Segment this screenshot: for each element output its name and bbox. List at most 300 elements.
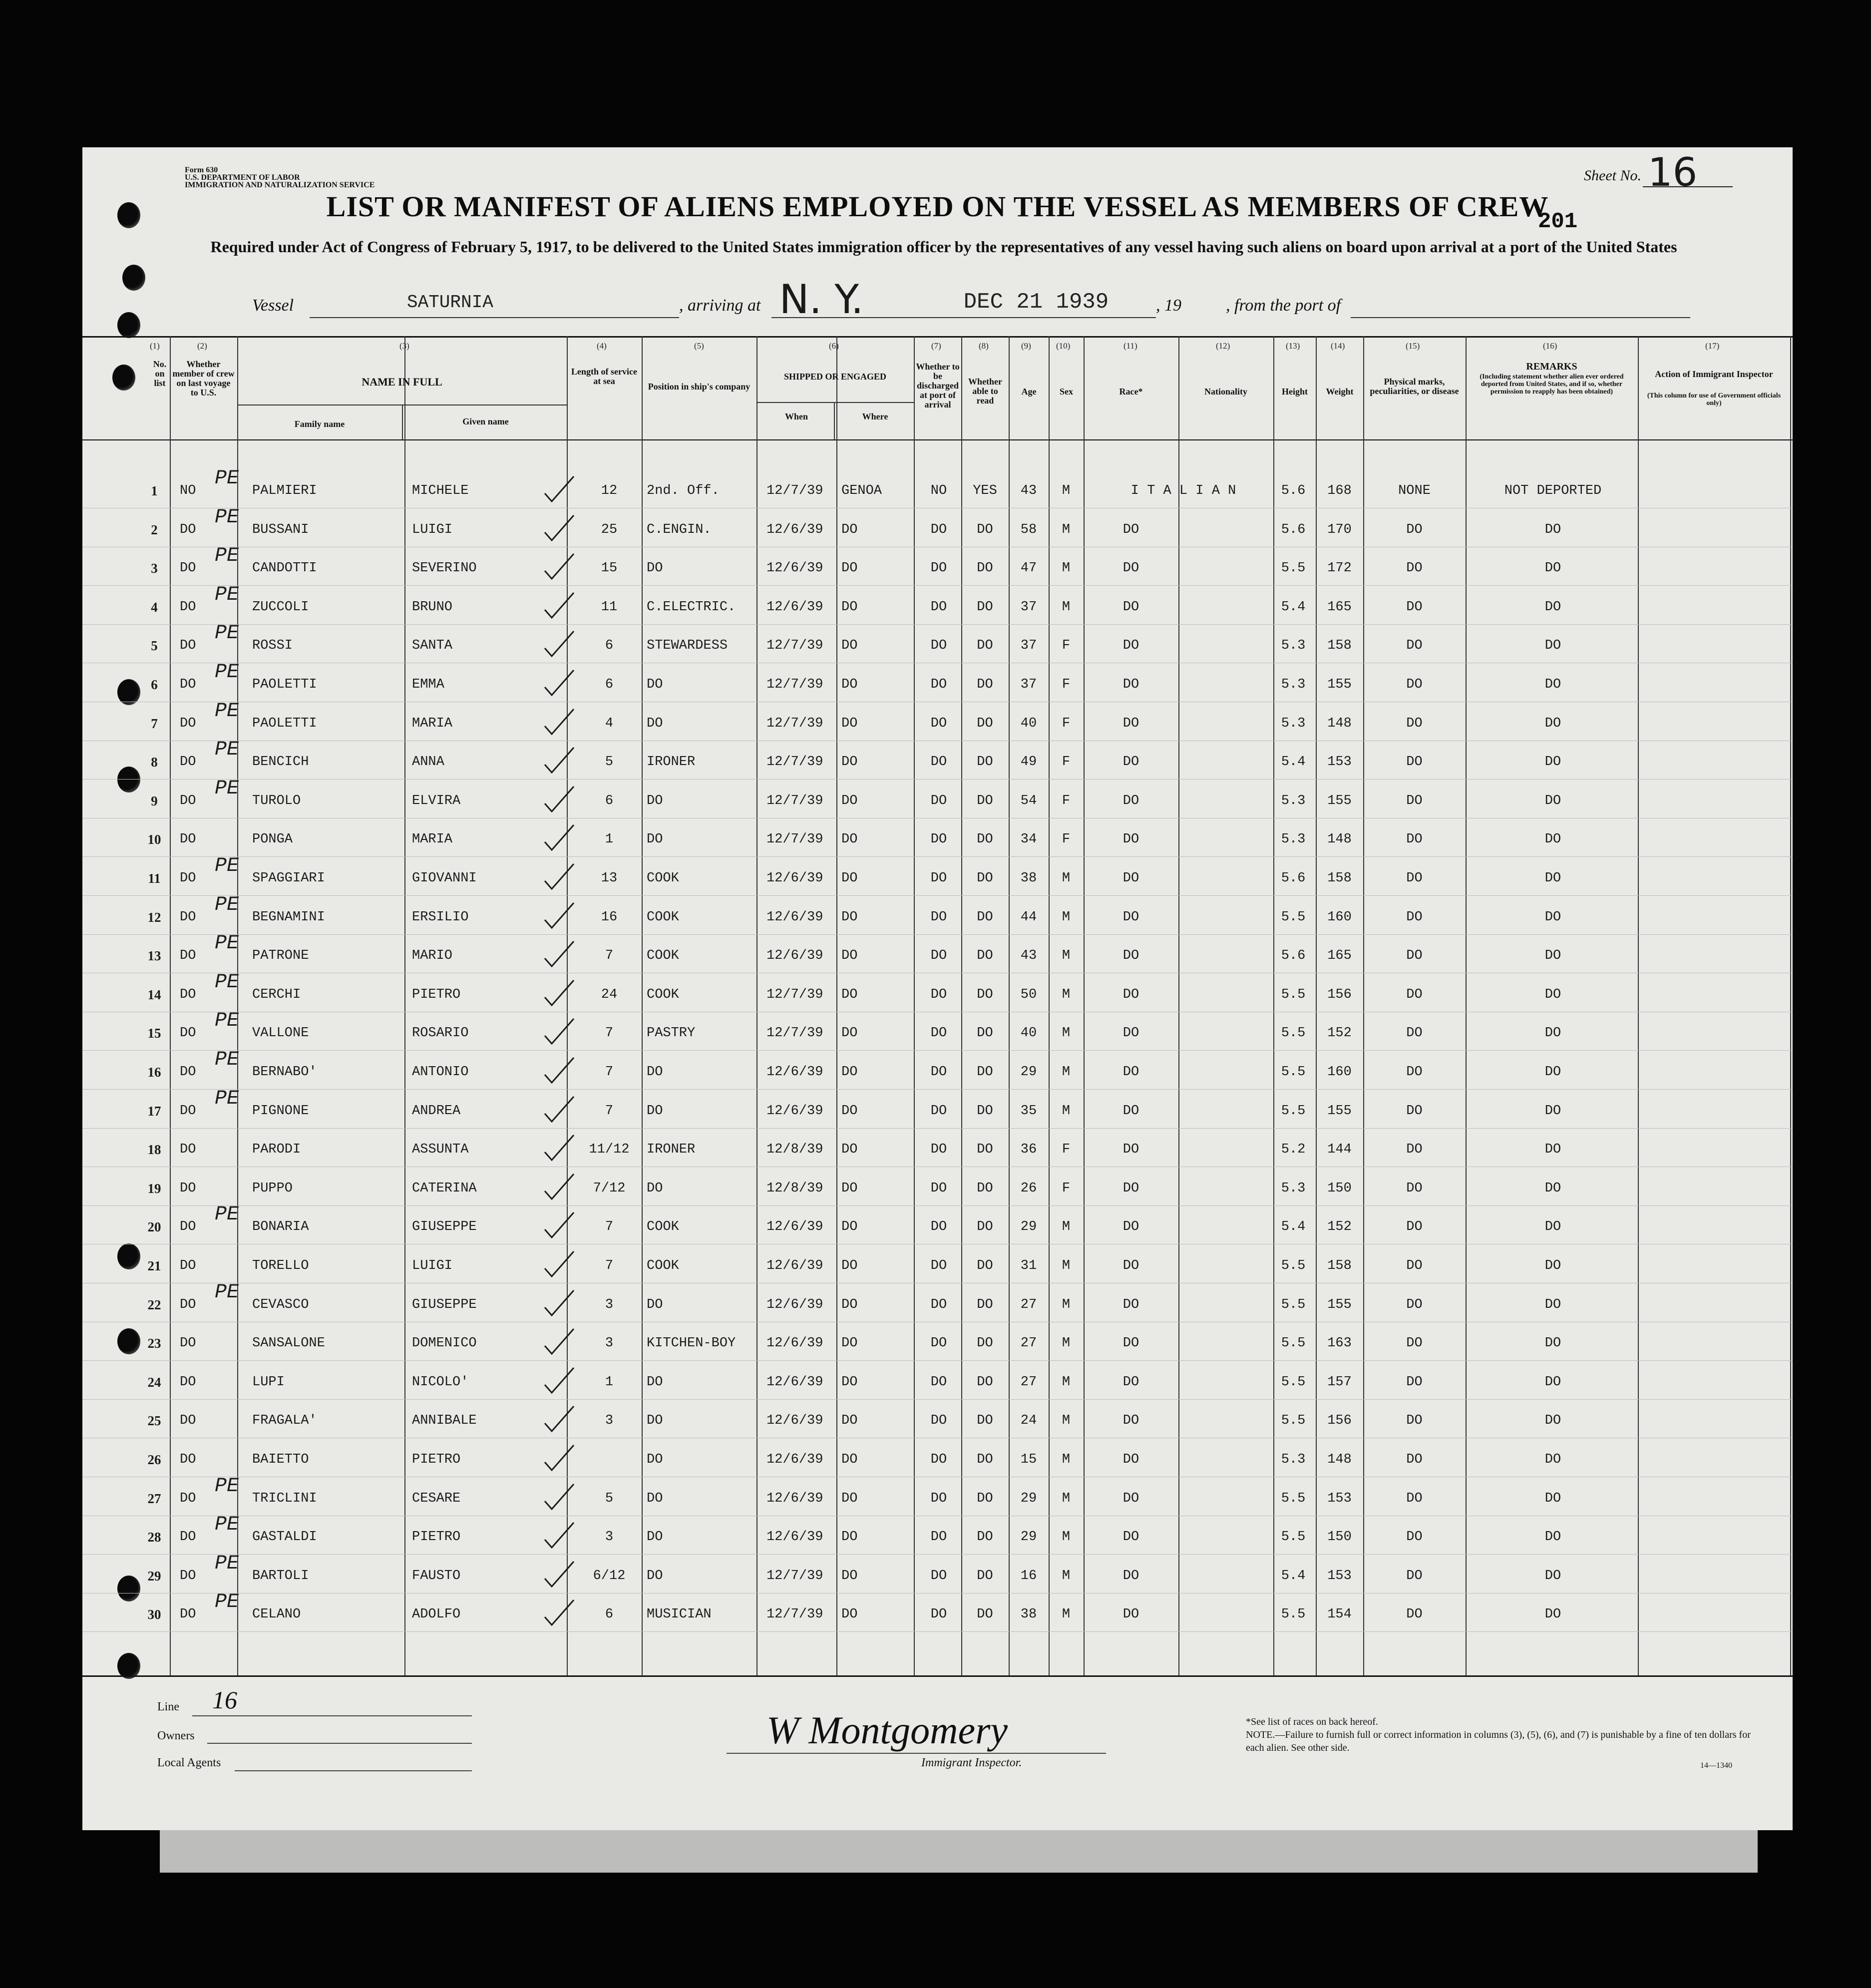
cell-physical-marks: DO xyxy=(1406,1026,1423,1041)
cell-shipped-when: 12/6/39 xyxy=(766,871,823,886)
cell-age: 40 xyxy=(1020,716,1037,731)
cell-family-name: ZUCCOLI xyxy=(252,599,309,615)
cell-remarks: DO xyxy=(1544,1142,1561,1158)
cell-given-name: GIUSEPPE xyxy=(412,1219,477,1235)
checkmark-icon xyxy=(542,1133,577,1163)
cell-family-name: PIGNONE xyxy=(252,1103,309,1119)
cell-line-number: 9 xyxy=(151,793,158,808)
cell-age: 54 xyxy=(1020,793,1037,808)
cell-check-mark: PE xyxy=(215,1087,239,1110)
cell-shipped-where: DO xyxy=(841,1181,858,1196)
cell-height: 5.5 xyxy=(1281,1607,1306,1622)
cell-weight: 160 xyxy=(1327,909,1352,925)
cell-check-mark: PE xyxy=(215,739,239,762)
cell-last-voyage: DO xyxy=(180,871,196,886)
cell-height: 5.4 xyxy=(1281,599,1306,615)
cell-remarks: DO xyxy=(1544,1065,1561,1080)
cell-age: 49 xyxy=(1020,755,1037,770)
cell-shipped-where: DO xyxy=(841,832,858,847)
cell-able-to-read: DO xyxy=(977,1374,993,1390)
cell-sex: F xyxy=(1062,677,1071,692)
cell-line-number: 8 xyxy=(151,755,158,770)
cell-remarks: DO xyxy=(1544,948,1561,964)
col-num: (6) xyxy=(829,341,839,351)
cell-line-number: 20 xyxy=(147,1219,161,1235)
cell-remarks: DO xyxy=(1544,755,1561,770)
checkmark-icon xyxy=(542,823,577,853)
cell-discharged: DO xyxy=(930,909,947,925)
cell-height: 5.6 xyxy=(1281,871,1306,886)
cell-physical-marks: DO xyxy=(1406,599,1423,615)
cell-shipped-where: DO xyxy=(841,987,858,1002)
cell-discharged: DO xyxy=(930,1607,947,1622)
checkmark-icon xyxy=(542,513,577,543)
cell-shipped-where: DO xyxy=(841,1530,858,1545)
cell-able-to-read: DO xyxy=(977,1413,993,1429)
cell-check-mark: PE xyxy=(215,1475,239,1498)
cell-last-voyage: DO xyxy=(180,716,196,731)
cell-discharged: DO xyxy=(930,755,947,770)
cell-service-length: 24 xyxy=(601,987,618,1002)
cell-shipped-when: 12/6/39 xyxy=(766,1297,823,1312)
cell-height: 5.5 xyxy=(1281,1297,1306,1312)
cell-last-voyage: DO xyxy=(180,1413,196,1429)
cell-family-name: SPAGGIARI xyxy=(252,871,325,886)
cell-race: DO xyxy=(1123,1181,1139,1196)
cell-given-name: PIETRO xyxy=(412,987,461,1002)
cell-family-name: CANDOTTI xyxy=(252,561,317,576)
cell-given-name: ROSARIO xyxy=(412,1026,469,1041)
line-underline xyxy=(192,1715,472,1716)
cell-service-length: 3 xyxy=(605,1336,614,1351)
col-header-remarks-note: (Including statement whether alien ever ordered deported from United States, and if so, whether permission to reapply has been obtained) xyxy=(1480,373,1624,396)
cell-remarks: DO xyxy=(1544,832,1561,847)
col-num: (8) xyxy=(979,341,989,351)
cell-age: 37 xyxy=(1020,677,1037,692)
table-row xyxy=(82,934,1793,973)
checkmark-icon xyxy=(542,1327,577,1357)
cell-weight: 150 xyxy=(1327,1181,1352,1196)
cell-weight: 156 xyxy=(1327,1413,1352,1429)
cell-physical-marks: DO xyxy=(1406,1374,1423,1390)
table-row xyxy=(82,547,1793,586)
cell-remarks: DO xyxy=(1544,1219,1561,1235)
table-row xyxy=(82,1205,1793,1244)
cell-height: 5.5 xyxy=(1281,1374,1306,1390)
cell-race: DO xyxy=(1123,1065,1139,1080)
cell-weight: 160 xyxy=(1327,1065,1352,1080)
col-header-inspector-action: Action of Immigrant Inspector xyxy=(1655,369,1773,379)
cell-able-to-read: DO xyxy=(977,1181,993,1196)
cell-given-name: ELVIRA xyxy=(412,793,461,808)
shipped-subheader-rule xyxy=(756,402,914,403)
cell-position: DO xyxy=(647,1297,663,1312)
table-row xyxy=(82,1012,1793,1051)
cell-discharged: DO xyxy=(930,1374,947,1390)
cell-sex: F xyxy=(1062,716,1071,731)
col-header-position: Position in ship's company xyxy=(648,382,750,392)
col-header-inspector-note: (This column for use of Government officials only) xyxy=(1647,392,1781,407)
cell-last-voyage: DO xyxy=(180,561,196,576)
cell-family-name: PATRONE xyxy=(252,948,309,964)
cell-shipped-when: 12/7/39 xyxy=(766,677,823,692)
cell-able-to-read: DO xyxy=(977,1297,993,1312)
cell-sex: M xyxy=(1062,561,1071,576)
cell-age: 44 xyxy=(1020,909,1037,925)
checkmark-icon xyxy=(542,629,577,659)
cell-physical-marks: DO xyxy=(1406,1142,1423,1158)
cell-height: 5.6 xyxy=(1281,483,1306,498)
table-row xyxy=(82,857,1793,896)
cell-position: DO xyxy=(647,561,663,576)
cell-discharged: DO xyxy=(930,1219,947,1235)
cell-discharged: DO xyxy=(930,1336,947,1351)
cell-check-mark: PE xyxy=(215,777,239,800)
cell-last-voyage: DO xyxy=(180,1336,196,1351)
cell-position: IRONER xyxy=(647,1142,696,1158)
cell-service-length: 7 xyxy=(605,1103,614,1119)
cell-line-number: 28 xyxy=(147,1530,161,1545)
cell-sex: F xyxy=(1062,1142,1071,1158)
cell-sex: M xyxy=(1062,483,1071,498)
cell-position: COOK xyxy=(647,1258,679,1273)
cell-service-length: 5 xyxy=(605,1491,614,1506)
table-row xyxy=(82,663,1793,702)
cell-shipped-where: DO xyxy=(841,1452,858,1467)
vessel-name: SATURNIA xyxy=(407,292,493,313)
cell-age: 26 xyxy=(1020,1181,1037,1196)
cell-service-length: 3 xyxy=(605,1297,614,1312)
cell-age: 37 xyxy=(1020,599,1037,615)
cell-race: DO xyxy=(1123,909,1139,925)
col-num: (17) xyxy=(1705,341,1720,351)
cell-able-to-read: DO xyxy=(977,1530,993,1545)
inspector-label: Immigrant Inspector. xyxy=(921,1756,1022,1769)
cell-able-to-read: DO xyxy=(977,522,993,537)
col-header-age: Age xyxy=(1021,387,1037,397)
cell-family-name: BARTOLI xyxy=(252,1568,309,1584)
cell-given-name: ASSUNTA xyxy=(412,1142,469,1158)
cell-service-length: 7 xyxy=(605,948,614,964)
cell-service-length: 6 xyxy=(605,638,614,654)
table-row xyxy=(82,702,1793,741)
cell-physical-marks: DO xyxy=(1406,1491,1423,1506)
table-row xyxy=(82,1322,1793,1361)
cell-race: DO xyxy=(1123,1142,1139,1158)
cell-given-name: CESARE xyxy=(412,1491,461,1506)
cell-position: C.ENGIN. xyxy=(647,522,712,537)
cell-given-name: PIETRO xyxy=(412,1530,461,1545)
table-row xyxy=(82,1361,1793,1400)
cell-given-name: MICHELE xyxy=(412,483,469,498)
cell-shipped-where: DO xyxy=(841,522,858,537)
cell-physical-marks: DO xyxy=(1406,1568,1423,1584)
cell-family-name: LUPI xyxy=(252,1374,285,1390)
cell-height: 5.2 xyxy=(1281,1142,1306,1158)
cell-physical-marks: DO xyxy=(1406,793,1423,808)
checkmark-icon xyxy=(542,785,577,814)
checkmark-icon xyxy=(542,668,577,698)
cell-given-name: SEVERINO xyxy=(412,561,477,576)
cell-race: DO xyxy=(1123,1297,1139,1312)
cell-discharged: DO xyxy=(930,599,947,615)
cell-weight: 156 xyxy=(1327,987,1352,1002)
cell-shipped-where: DO xyxy=(841,1413,858,1429)
cell-family-name: TUROLO xyxy=(252,793,301,808)
cell-shipped-where: DO xyxy=(841,1065,858,1080)
table-row xyxy=(82,1087,1793,1129)
cell-discharged: DO xyxy=(930,948,947,964)
cell-family-name: CEVASCO xyxy=(252,1297,309,1312)
cell-physical-marks: DO xyxy=(1406,677,1423,692)
signature-line xyxy=(727,1753,1106,1754)
cell-race: DO xyxy=(1123,1219,1139,1235)
table-row xyxy=(82,1516,1793,1555)
cell-shipped-where: DO xyxy=(841,1103,858,1119)
cell-shipped-when: 12/6/39 xyxy=(766,1065,823,1080)
cell-remarks: DO xyxy=(1544,1103,1561,1119)
cell-given-name: LUIGI xyxy=(412,1258,453,1273)
checkmark-icon xyxy=(542,707,577,737)
cell-race: DO xyxy=(1123,1026,1139,1041)
cell-line-number: 1 xyxy=(151,483,158,498)
cell-physical-marks: DO xyxy=(1406,561,1423,576)
col-num: (12) xyxy=(1216,341,1230,351)
col-header-no: No. on list xyxy=(153,359,167,388)
cell-line-number: 3 xyxy=(151,561,158,576)
cell-height: 5.5 xyxy=(1281,1491,1306,1506)
sheet-underline xyxy=(1643,186,1733,187)
cell-race: DO xyxy=(1123,1530,1139,1545)
cell-able-to-read: DO xyxy=(977,832,993,847)
department-name: U.S. DEPARTMENT OF LABOR xyxy=(185,173,300,182)
cell-age: 36 xyxy=(1020,1142,1037,1158)
cell-weight: 150 xyxy=(1327,1530,1352,1545)
cell-weight: 155 xyxy=(1327,793,1352,808)
cell-given-name: MARIA xyxy=(412,832,453,847)
cell-position: DO xyxy=(647,1452,663,1467)
cell-race: I T A L I A N xyxy=(1130,483,1236,498)
owners-label: Owners xyxy=(157,1729,195,1742)
cell-weight: 170 xyxy=(1327,522,1352,537)
cell-race: DO xyxy=(1123,1491,1139,1506)
cell-weight: 148 xyxy=(1327,1452,1352,1467)
cell-shipped-when: 12/8/39 xyxy=(766,1142,823,1158)
cell-position: 2nd. Off. xyxy=(647,483,720,498)
checkmark-icon xyxy=(542,939,577,969)
cell-physical-marks: DO xyxy=(1406,1452,1423,1467)
cell-sex: M xyxy=(1062,1336,1071,1351)
cell-position: DO xyxy=(647,1530,663,1545)
cell-race: DO xyxy=(1123,1413,1139,1429)
cell-physical-marks: DO xyxy=(1406,1258,1423,1273)
cell-position: DO xyxy=(647,793,663,808)
cell-last-voyage: DO xyxy=(180,1374,196,1390)
cell-physical-marks: DO xyxy=(1406,1607,1423,1622)
cell-shipped-where: DO xyxy=(841,1026,858,1041)
table-row xyxy=(82,469,1793,508)
cell-shipped-when: 12/7/39 xyxy=(766,755,823,770)
arriving-port: N. Y. xyxy=(779,276,864,323)
cell-physical-marks: DO xyxy=(1406,987,1423,1002)
cell-able-to-read: DO xyxy=(977,755,993,770)
cell-remarks: DO xyxy=(1544,1452,1561,1467)
cell-family-name: TORELLO xyxy=(252,1258,309,1273)
cell-remarks: DO xyxy=(1544,1374,1561,1390)
col-header-height: Height xyxy=(1282,387,1308,397)
cell-service-length: 7 xyxy=(605,1026,614,1041)
checkmark-icon xyxy=(542,1482,577,1512)
cell-last-voyage: NO xyxy=(180,483,196,498)
cell-check-mark: PE xyxy=(215,467,239,490)
table-row xyxy=(82,973,1793,1012)
cell-sex: M xyxy=(1062,1103,1071,1119)
cell-line-number: 14 xyxy=(147,987,161,1002)
cell-service-length: 12 xyxy=(601,483,618,498)
cell-remarks: DO xyxy=(1544,1607,1561,1622)
cell-discharged: DO xyxy=(930,1065,947,1080)
cell-age: 24 xyxy=(1020,1413,1037,1429)
form-number: Form 630 xyxy=(185,166,218,174)
cell-weight: 148 xyxy=(1327,716,1352,731)
cell-able-to-read: DO xyxy=(977,1258,993,1273)
cell-discharged: DO xyxy=(930,1026,947,1041)
cell-shipped-when: 12/7/39 xyxy=(766,483,823,498)
footnote xyxy=(1246,1715,1770,1754)
cell-remarks: DO xyxy=(1544,1568,1561,1584)
cell-sex: M xyxy=(1062,948,1071,964)
cell-position: DO xyxy=(647,1103,663,1119)
cell-discharged: DO xyxy=(930,638,947,654)
col-num: (4) xyxy=(597,341,607,351)
cell-shipped-where: DO xyxy=(841,1258,858,1273)
cell-family-name: BERNABO' xyxy=(252,1065,317,1080)
cell-weight: 158 xyxy=(1327,638,1352,654)
col-num: (3) xyxy=(399,341,409,351)
cell-race: DO xyxy=(1123,948,1139,964)
sheet-number: 16 xyxy=(1648,150,1698,195)
table-row xyxy=(82,1244,1793,1283)
col-header-nationality: Nationality xyxy=(1204,387,1247,397)
cell-position: KITCHEN-BOY xyxy=(647,1336,736,1351)
cell-sex: M xyxy=(1062,1607,1071,1622)
cell-last-voyage: DO xyxy=(180,1181,196,1196)
cell-physical-marks: DO xyxy=(1406,871,1423,886)
cell-shipped-when: 12/7/39 xyxy=(766,1568,823,1584)
cell-last-voyage: DO xyxy=(180,1258,196,1273)
cell-service-length: 7 xyxy=(605,1219,614,1235)
cell-family-name: PALMIERI xyxy=(252,483,317,498)
cell-line-number: 24 xyxy=(147,1374,161,1390)
cell-position: IRONER xyxy=(647,755,696,770)
cell-height: 5.3 xyxy=(1281,716,1306,731)
cell-check-mark: PE xyxy=(215,545,239,568)
cell-discharged: DO xyxy=(930,793,947,808)
bureau-name: IMMIGRATION AND NATURALIZATION SERVICE xyxy=(185,181,375,189)
cell-last-voyage: DO xyxy=(180,1491,196,1506)
cell-check-mark: PE xyxy=(215,1591,239,1614)
cell-check-mark: PE xyxy=(215,1010,239,1033)
binder-hole xyxy=(117,312,140,338)
cell-discharged: DO xyxy=(930,987,947,1002)
cell-family-name: BENCICH xyxy=(252,755,309,770)
col-header-sex: Sex xyxy=(1060,387,1073,397)
cell-service-length: 5 xyxy=(605,755,614,770)
cell-shipped-where: DO xyxy=(841,1297,858,1312)
checkmark-icon xyxy=(542,1366,577,1396)
cell-race: DO xyxy=(1123,1258,1139,1273)
cell-check-mark: PE xyxy=(215,971,239,994)
binder-hole xyxy=(112,365,135,391)
cell-shipped-when: 12/7/39 xyxy=(766,793,823,808)
cell-check-mark: PE xyxy=(215,622,239,645)
cell-remarks: DO xyxy=(1544,987,1561,1002)
inspector-signature: W Montgomery xyxy=(766,1708,1008,1752)
cell-service-length: 7/12 xyxy=(593,1181,626,1196)
cell-shipped-where: DO xyxy=(841,1336,858,1351)
cell-height: 5.6 xyxy=(1281,948,1306,964)
cell-shipped-where: DO xyxy=(841,948,858,964)
cell-line-number: 26 xyxy=(147,1452,161,1467)
cell-discharged: DO xyxy=(930,1413,947,1429)
cell-sex: M xyxy=(1062,1297,1071,1312)
cell-sex: M xyxy=(1062,1530,1071,1545)
cell-height: 5.3 xyxy=(1281,832,1306,847)
cell-height: 5.3 xyxy=(1281,677,1306,692)
document-subtitle: Required under Act of Congress of February 5, 1917, to be delivered to the United States immigration officer by the representatives of any vessel having such aliens on board upon arrival at a port of the United States xyxy=(210,238,1677,256)
cell-physical-marks: NONE xyxy=(1398,483,1431,498)
cell-weight: 152 xyxy=(1327,1219,1352,1235)
cell-service-length: 13 xyxy=(601,871,618,886)
table-row xyxy=(82,1167,1793,1206)
cell-last-voyage: DO xyxy=(180,948,196,964)
cell-shipped-when: 12/6/39 xyxy=(766,1374,823,1390)
cell-able-to-read: DO xyxy=(977,987,993,1002)
cell-service-length: 25 xyxy=(601,522,618,537)
cell-given-name: ANNIBALE xyxy=(412,1413,477,1429)
cell-last-voyage: DO xyxy=(180,832,196,847)
line-label: Line xyxy=(157,1700,179,1713)
cell-age: 40 xyxy=(1020,1026,1037,1041)
table-row xyxy=(82,583,1793,625)
cell-height: 5.5 xyxy=(1281,1336,1306,1351)
cell-check-mark: PE xyxy=(215,932,239,955)
cell-remarks: DO xyxy=(1544,1026,1561,1041)
cell-sex: F xyxy=(1062,755,1071,770)
cell-family-name: FRAGALA' xyxy=(252,1413,317,1429)
cell-sex: M xyxy=(1062,1219,1071,1235)
cell-sex: M xyxy=(1062,1374,1071,1390)
table-row xyxy=(82,1593,1793,1632)
document-title: LIST OR MANIFEST OF ALIENS EMPLOYED ON THE VESSEL AS MEMBERS OF CREW xyxy=(326,190,1549,223)
cell-remarks: DO xyxy=(1544,1297,1561,1312)
cell-age: 29 xyxy=(1020,1491,1037,1506)
cell-age: 43 xyxy=(1020,948,1037,964)
cell-shipped-where: DO xyxy=(841,1219,858,1235)
cell-age: 15 xyxy=(1020,1452,1037,1467)
sheet-label: Sheet No. xyxy=(1584,167,1641,184)
cell-physical-marks: DO xyxy=(1406,832,1423,847)
cell-shipped-where: DO xyxy=(841,599,858,615)
cell-shipped-when: 12/8/39 xyxy=(766,1181,823,1196)
cell-shipped-where: GENOA xyxy=(841,483,882,498)
cell-shipped-when: 12/6/39 xyxy=(766,561,823,576)
cell-race: DO xyxy=(1123,793,1139,808)
cell-physical-marks: DO xyxy=(1406,755,1423,770)
cell-discharged: DO xyxy=(930,832,947,847)
cell-line-number: 21 xyxy=(147,1258,161,1273)
cell-shipped-where: DO xyxy=(841,1491,858,1506)
